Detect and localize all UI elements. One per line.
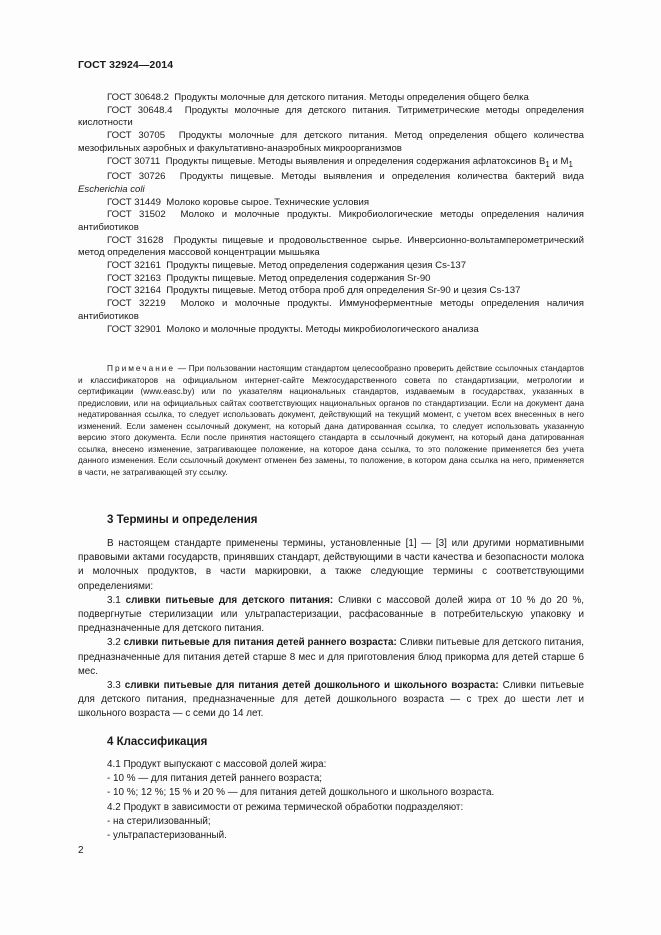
reference-title: Молоко и молочные продукты. Методы микробиологического анализа: [166, 323, 479, 335]
reference-title: Продукты пищевые. Методы выявления и определения количества бактерий вида: [179, 171, 584, 183]
reference-code: ГОСТ 32901: [107, 323, 161, 335]
reference-item: [78, 156, 584, 172]
term-number: 3.3: [107, 680, 121, 692]
section-4-body: [78, 758, 584, 843]
reference-item: [78, 273, 584, 286]
term-name: сливки питьевые для питания детей раннего возраста:: [123, 637, 397, 649]
reference-code: ГОСТ 30705: [107, 130, 166, 142]
reference-title: Продукты пищевые. Метод определения содержания цезия Cs-137: [166, 260, 467, 272]
reference-code: ГОСТ 31502: [107, 209, 166, 221]
reference-item: [78, 235, 584, 260]
list-item: - на стерилизованный;: [107, 815, 211, 827]
reference-title: Продукты пищевые и продовольственное сырье. Инверсионно-вольтамперометрический метод определения массовой концентрации мышьяка: [78, 234, 584, 259]
list-item: - ультрапастеризованный.: [107, 830, 227, 842]
reference-code: ГОСТ 31449: [107, 196, 161, 208]
note-text: — При пользовании настоящим стандартом целесообразно проверить действие ссылочных стандартов и классификаторов на официальном интернет-сайте Межгосударственного совета по стандартизации, метрологии и сертификации (www.easc.by) или по указателям национальных стандартов, издаваемым в государствах, указанных в предисловии, или на официальных сайтах соответствующих национальных органов по стандартизации. Если на документ дана недатированная ссылка, то следует использовать документ, действующий на текущий момент, с учетом всех внесенных в него изменений. Если заменен ссылочный документ, на который дана датированная ссылка, то следует использовать указанную версию этого документа. Если после принятия настоящего стандарта в ссылочный документ, на который дана датированная ссылка, внесено изменение, затрагивающее положение, на которое дана ссылка, то это положение применяется без учета данного изменения. Если ссылочный документ отменен без замены, то положение, в котором дана ссылка на него, применяется в части, не затрагивающей эту ссылку.: [78, 363, 584, 477]
reference-title: Продукты молочные для детского питания. Титриметрические методы определения кислотности: [78, 104, 584, 129]
reference-item: [78, 324, 584, 337]
reference-item: [78, 197, 584, 210]
term-definition: [78, 679, 584, 722]
section-3-intro: В настоящем стандарте применены термины, установленные [1] — [3] или другими нормативными правовыми актами государств, принявших стандарт, действующими в части качества и безопасности молока и молочных продуктов, в части маркировки, а также следующие термины с соответствующими определениями:: [78, 538, 584, 592]
clause-4-1: 4.1 Продукт выпускают с массовой долей жира:: [107, 759, 327, 770]
reference-item: [78, 105, 584, 130]
term-name: сливки питьевые для питания детей дошкольного и школьного возраста:: [124, 680, 499, 692]
reference-code: ГОСТ 32161: [107, 260, 161, 272]
list-item: - 10 %; 12 %; 15 % и 20 % — для питания детей дошкольного и школьного возраста.: [107, 787, 495, 799]
reference-title: Молоко и молочные продукты. Иммуноферментные методы определения наличия антибиотиков: [78, 298, 584, 322]
term-definition: [78, 636, 584, 679]
page-number: 2: [78, 845, 84, 856]
document-header: ГОСТ 32924—2014: [78, 59, 174, 71]
reference-title: Продукты молочные для детского питания. Метод определения общего количества мезофильных аэробных и факультативно-анаэробных микроорганизмов: [78, 130, 584, 154]
section-3-body: [78, 537, 584, 722]
reference-item: [78, 285, 584, 298]
reference-code: ГОСТ 30648.2: [107, 92, 169, 103]
reference-title: Продукты пищевые. Метод определения содержания Sr-90: [166, 272, 431, 284]
reference-title: Молоко и молочные продукты. Микробиологические методы определения наличия антибиотиков: [78, 209, 584, 233]
reference-code: ГОСТ 30648.4: [107, 104, 173, 116]
section-3-heading: 3 Термины и определения: [107, 514, 258, 526]
subscript: 1: [545, 159, 550, 169]
reference-code: ГОСТ 30711: [107, 155, 161, 167]
term-number: 3.1: [107, 594, 121, 606]
note-block: [78, 363, 584, 478]
reference-code: ГОСТ 32164: [107, 285, 161, 297]
reference-item: [78, 171, 584, 196]
term-text: Сливки питьевые для детского питания, предназначенные для питания детей старше 8 мес и для приготовления блюд прикорма для детей старше 6 мес.: [78, 637, 585, 677]
reference-code: ГОСТ 31628: [107, 234, 164, 246]
reference-code: ГОСТ 30726: [107, 171, 166, 183]
section-4-heading: 4 Классификация: [107, 736, 208, 748]
reference-title: Продукты пищевые. Методы выявления и определения содержания афлатоксинов B: [165, 155, 546, 167]
note-label: Примечание: [107, 363, 176, 373]
clause-4-2: 4.2 Продукт в зависимости от режима термической обработки подразделяют:: [107, 801, 464, 813]
term-number: 3.2: [107, 637, 121, 649]
reference-title: Продукты молочные для детского питания. Методы определения общего белка: [174, 92, 529, 103]
normative-references-list: [78, 92, 584, 336]
reference-item: [78, 260, 584, 273]
reference-item: [78, 130, 584, 155]
reference-title: Молоко коровье сырое. Технические условия: [166, 196, 370, 208]
term-name: сливки питьевые для детского питания:: [125, 594, 334, 606]
reference-item: [78, 209, 584, 234]
reference-item: [78, 92, 584, 105]
reference-item: [78, 298, 584, 323]
reference-title-cont: и M: [549, 155, 569, 167]
term-text: Сливки с массовой долей жира от 10 % до 20 %, подвергнутые стерилизации или ультрапастеризации, расфасованные в потребительскую упаковку и предназначенные для детского питания.: [78, 594, 584, 635]
subscript: 1: [568, 159, 573, 169]
term-definition: [78, 594, 584, 637]
reference-title: Продукты пищевые. Метод отбора проб для определения Sr-90 и цезия Cs-137: [166, 285, 521, 297]
reference-code: ГОСТ 32219: [107, 298, 166, 310]
species-name: Escherichia coli: [78, 183, 145, 195]
list-item: - 10 % — для питания детей раннего возраста;: [107, 773, 323, 785]
reference-code: ГОСТ 32163: [107, 272, 161, 284]
term-text: Сливки питьевые для детского питания, предназначенные для детей дошкольного возраста — с трех до шести лет и школьного возраста — с семи до 14 лет.: [78, 680, 584, 720]
